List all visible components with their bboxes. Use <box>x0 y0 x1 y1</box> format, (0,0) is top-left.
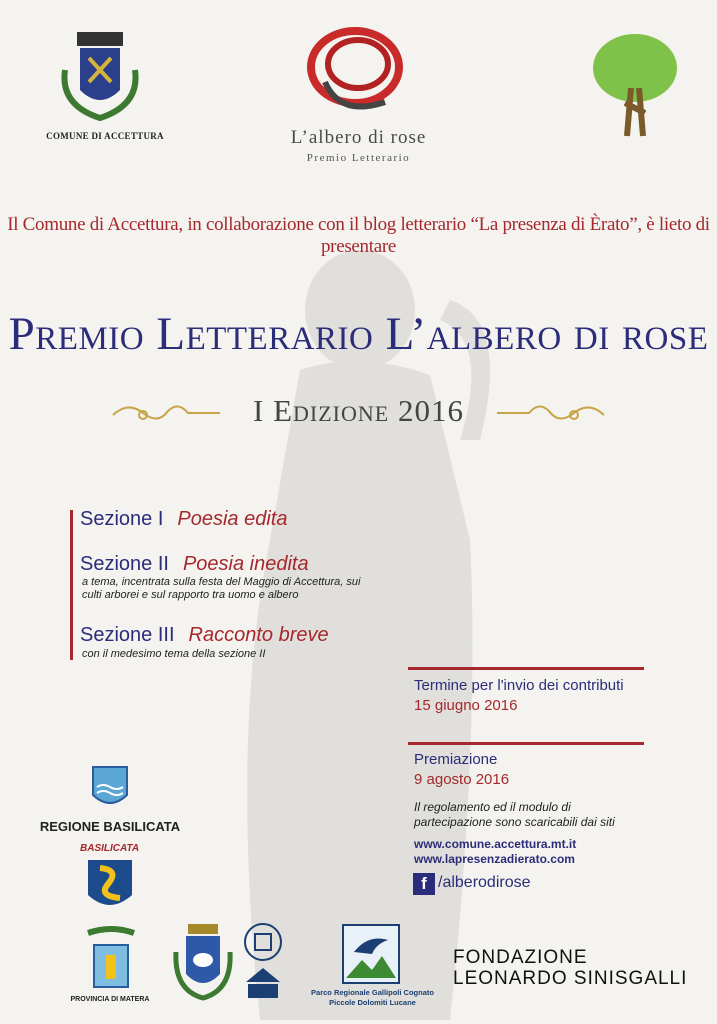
deadline-date: 15 giugno 2016 <box>414 697 518 714</box>
section-3-description: con il medesimo tema della sezione II <box>82 648 266 660</box>
municipal-crest-logo <box>172 922 234 1002</box>
edition-label: I Edizione 2016 <box>253 393 464 428</box>
provincia-label: PROVINCIA DI MATERA <box>70 996 150 1003</box>
basilicata-logo-text: BASILICATA <box>80 843 140 854</box>
section-3 <box>80 624 329 647</box>
brand-title: L’albero di rose <box>290 127 427 148</box>
fondazione-line-2: LEONARDO SINISGALLI <box>453 968 688 989</box>
deadline-label: Termine per l'invio dei contributi <box>414 677 624 694</box>
website-link-erato[interactable]: www.lapresenzadierato.com <box>414 852 575 866</box>
section-2 <box>80 553 309 576</box>
rose-logo <box>300 22 410 122</box>
parco-label: Parco Regionale Gallipoli Cognato Piccole Dolomiti Lucane <box>311 988 434 1007</box>
comune-crest-logo <box>55 30 145 125</box>
regione-crest-logo <box>91 765 129 811</box>
rules-text: Il regolamento ed il modulo di partecipazione sono scaricabili dai siti <box>414 800 615 829</box>
fondazione-line-1: FONDAZIONE <box>453 947 588 968</box>
facebook-icon[interactable]: f <box>413 873 435 895</box>
section-2-label: Sezione II <box>80 553 169 575</box>
section-2-name: Poesia inedita <box>182 553 309 575</box>
facebook-handle[interactable]: /alberodirose <box>438 874 531 891</box>
section-3-label: Sezione III <box>80 624 175 646</box>
divider-line <box>408 742 644 745</box>
sections-divider <box>70 510 73 660</box>
intro-text: Il Comune di Accettura, in collaborazione con il blog letterario “La presenza di Èrato”, è lieto di presentare <box>7 214 710 257</box>
brand-subtitle: Premio Letterario <box>306 152 411 164</box>
award-label: Premiazione <box>414 751 498 768</box>
regione-label: REGIONE BASILICATA <box>39 819 181 834</box>
tree-logo <box>585 28 685 138</box>
section-2-description: a tema, incentrata sulla festa del Maggio di Accettura, sui culti arborei e sul rapporto tra uomo e albero <box>82 576 361 601</box>
divider-line <box>408 667 644 670</box>
ornament-right-icon <box>494 397 609 433</box>
section-1 <box>80 508 287 531</box>
comune-label: COMUNE DI ACCETTURA <box>46 131 164 141</box>
section-3-name: Racconto breve <box>188 624 329 646</box>
unesco-logo <box>240 922 286 1002</box>
section-1-label: Sezione I <box>80 508 164 530</box>
award-date: 9 agosto 2016 <box>414 771 510 788</box>
provincia-crest-logo <box>82 925 140 995</box>
main-title: Premio Letterario L’albero di rose <box>8 308 709 360</box>
section-1-name: Poesia edita <box>177 508 288 530</box>
website-link-comune[interactable]: www.comune.accettura.mt.it <box>414 837 577 851</box>
parco-logo <box>342 924 400 984</box>
